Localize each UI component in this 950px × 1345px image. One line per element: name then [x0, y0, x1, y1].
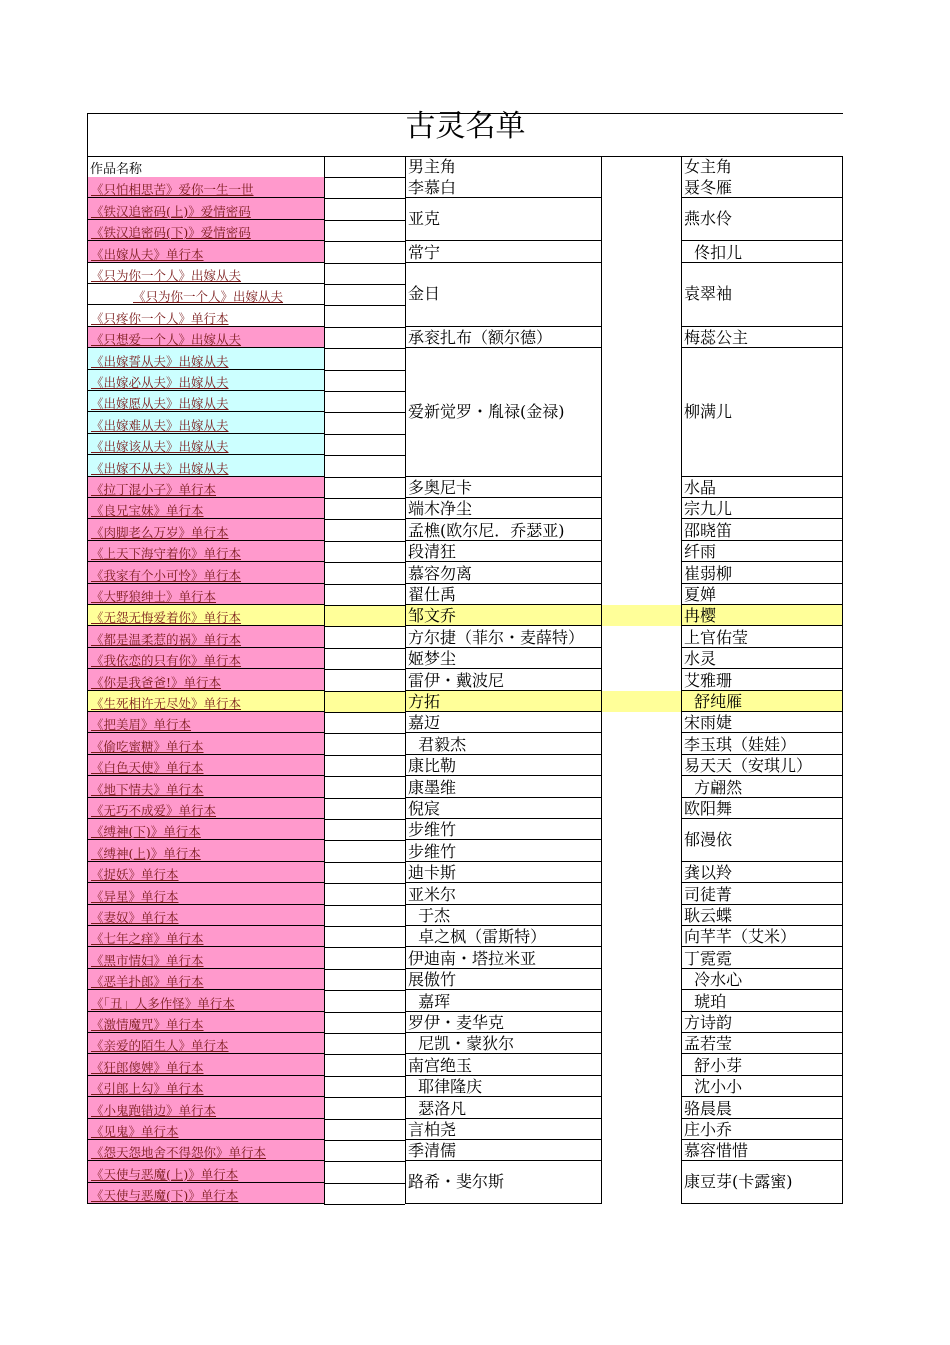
work-title: 《「丑」人多作怪》单行本 [91, 995, 235, 1011]
female-lead-name: 沈小小 [681, 1076, 843, 1097]
row-divider [324, 1076, 405, 1077]
male-lead-name: 罗伊・麦华克 [405, 1012, 601, 1033]
work-title: 《异星》单行本 [91, 888, 179, 904]
female-lead-name: 耿云蝶 [681, 905, 843, 926]
male-lead-name: 李慕白 [405, 177, 601, 198]
work-title-cell [87, 669, 324, 690]
male-lead-name: 段清狂 [405, 541, 601, 562]
row-divider [324, 669, 405, 670]
row-divider [324, 1161, 405, 1162]
row-divider [324, 220, 405, 221]
work-title-cell [87, 263, 324, 284]
work-title: 《只为你一个人》出嫁从夫 [133, 289, 284, 305]
work-title-cell [87, 498, 324, 519]
row-divider [324, 477, 405, 478]
row-divider [324, 1119, 405, 1120]
work-title: 《上天下海守着你》单行本 [91, 546, 242, 562]
male-lead-name: 尼凯・蒙狄尔 [405, 1033, 601, 1054]
work-title-cell [87, 1140, 324, 1161]
female-lead-name: 易天天（安琪儿） [681, 755, 843, 776]
column-divider [405, 156, 406, 1204]
work-title: 《只怕相思苦》爱你一生一世 [91, 182, 254, 198]
row-divider [324, 926, 405, 927]
female-lead-name: 袁翠袖 [681, 263, 843, 327]
work-title: 《拉丁混小子》单行本 [91, 481, 217, 497]
male-lead-name: 方尔捷（菲尔・麦薛特） [405, 626, 601, 647]
female-lead-name: 佟扣儿 [681, 241, 843, 262]
male-lead-name: 步维竹 [405, 819, 601, 840]
female-lead-name: 冷水心 [681, 969, 843, 990]
male-lead-name: 雷伊・戴波尼 [405, 669, 601, 690]
header-female-lead: 女主角 [684, 157, 733, 176]
male-lead-name: 爱新觉罗・胤禄(金禄) [405, 348, 601, 476]
work-title: 《铁汉追密码(上)》爱情密码 [91, 203, 251, 219]
work-title: 《良兄宝妹》单行本 [91, 503, 204, 519]
male-lead-name: 金日 [405, 263, 601, 327]
work-title: 《黑市情妇》单行本 [91, 952, 204, 968]
work-title: 《见鬼》单行本 [91, 1123, 179, 1139]
work-title-cell [87, 819, 324, 840]
work-title: 《天使与恶魔(下)》单行本 [91, 1188, 239, 1204]
work-title-cell [87, 969, 324, 990]
male-lead-name: 卓之枫（雷斯特） [405, 926, 601, 947]
row-divider [324, 776, 405, 777]
work-title: 《我依恋的只有你》单行本 [91, 653, 242, 669]
row-divider [324, 755, 405, 756]
female-lead-name: 孟若莹 [681, 1033, 843, 1054]
work-title-cell [87, 241, 324, 262]
row-divider [324, 1012, 405, 1013]
row-divider [324, 434, 405, 435]
female-lead-name: 水晶 [681, 477, 843, 498]
row-divider [324, 541, 405, 542]
highlight-fill [324, 691, 405, 712]
column-divider [681, 156, 682, 1204]
highlight-fill [601, 691, 681, 712]
female-lead-name: 柳满儿 [681, 348, 843, 476]
male-lead-name: 南宫绝玉 [405, 1054, 601, 1075]
male-lead-name: 季清儒 [405, 1140, 601, 1161]
work-title-cell [87, 883, 324, 904]
female-lead-name: 梅蕊公主 [681, 327, 843, 348]
female-lead-name: 郁漫依 [681, 819, 843, 862]
work-title-cell [87, 1054, 324, 1075]
male-lead-name: 方拓 [405, 691, 601, 712]
row-divider [324, 562, 405, 563]
row-divider [324, 648, 405, 649]
female-lead-name: 宗九儿 [681, 498, 843, 519]
row-divider [324, 905, 405, 906]
work-title-cell [87, 412, 324, 433]
female-lead-name: 琥珀 [681, 990, 843, 1011]
work-title-cell [87, 177, 324, 198]
header-male-lead: 男主角 [408, 157, 457, 176]
female-lead-name: 聂冬雁 [681, 177, 843, 198]
male-lead-name: 迪卡斯 [405, 862, 601, 883]
female-lead-name: 上官佑莹 [681, 626, 843, 647]
work-title-cell [87, 434, 324, 455]
male-lead-name: 端木净尘 [405, 498, 601, 519]
female-lead-name: 康豆芽(卡露蜜) [681, 1161, 843, 1204]
column-divider [842, 156, 843, 1204]
work-title: 《只想爱一个人》出嫁从夫 [91, 332, 242, 348]
female-lead-name: 水灵 [681, 648, 843, 669]
work-title-cell [87, 305, 324, 326]
work-title: 《只为你一个人》出嫁从夫 [91, 267, 242, 283]
work-title: 《偷吃蜜糖》单行本 [91, 738, 204, 754]
row-divider [324, 733, 405, 734]
female-lead-name: 纤雨 [681, 541, 843, 562]
row-divider [324, 584, 405, 585]
work-title: 《恶羊扑郎》单行本 [91, 974, 204, 990]
work-title: 《出嫁誓从夫》出嫁从夫 [91, 353, 229, 369]
work-title-cell [87, 1161, 324, 1182]
female-lead-name: 冉樱 [681, 605, 843, 626]
row-divider [324, 305, 405, 306]
sheet-title: 古灵名单 [87, 113, 843, 156]
male-lead-name: 嘉迈 [405, 712, 601, 733]
work-title-cell [87, 691, 324, 712]
work-title: 《白色天使》单行本 [91, 760, 204, 776]
work-title-cell [87, 648, 324, 669]
row-divider [324, 391, 405, 392]
column-divider [324, 156, 325, 1204]
work-title-cell [87, 798, 324, 819]
row-divider [324, 1140, 405, 1141]
female-lead-name: 方翩然 [681, 776, 843, 797]
work-title-cell [87, 541, 324, 562]
work-title-cell [87, 626, 324, 647]
work-title-cell [87, 605, 324, 626]
work-title-cell [87, 370, 324, 391]
female-lead-name: 欧阳舞 [681, 798, 843, 819]
male-lead-name: 承衮扎布（额尔德） [405, 327, 601, 348]
work-title: 《缚神(上)》单行本 [91, 845, 201, 861]
work-title: 《天使与恶魔(上)》单行本 [91, 1166, 239, 1182]
work-title: 《妻奴》单行本 [91, 909, 179, 925]
row-divider [324, 947, 405, 948]
male-lead-name: 亚克 [405, 198, 601, 241]
male-lead-name: 瑟洛凡 [405, 1097, 601, 1118]
work-title: 《出嫁从夫》单行本 [91, 246, 204, 262]
male-lead-name: 路希・斐尔斯 [405, 1161, 601, 1204]
row-divider [324, 990, 405, 991]
work-title-cell [87, 1033, 324, 1054]
highlight-fill [601, 605, 681, 626]
male-lead-name: 姬梦尘 [405, 648, 601, 669]
female-lead-name: 燕水伶 [681, 198, 843, 241]
female-lead-name: 方诗韵 [681, 1012, 843, 1033]
row-divider [324, 1033, 405, 1034]
male-lead-name: 步维竹 [405, 840, 601, 861]
row-divider [324, 798, 405, 799]
work-title-cell [87, 733, 324, 754]
male-lead-name: 邹文乔 [405, 605, 601, 626]
row-divider [324, 348, 405, 349]
row-divider [324, 241, 405, 242]
row-divider [324, 862, 405, 863]
male-lead-name: 亚米尔 [405, 883, 601, 904]
header-work-name: 作品名称 [90, 162, 143, 177]
work-title-cell [87, 905, 324, 926]
male-lead-name: 于杰 [405, 905, 601, 926]
work-title-cell [87, 519, 324, 540]
male-lead-name: 孟樵(欧尔尼．乔瑟亚) [405, 519, 601, 540]
work-title-cell [87, 562, 324, 583]
row-divider [324, 712, 405, 713]
work-title: 《无巧不成爱》单行本 [91, 802, 217, 818]
work-title-cell [87, 477, 324, 498]
female-lead-name: 向芊芊（艾米） [681, 926, 843, 947]
work-title: 《引郎上勾》单行本 [91, 1081, 204, 1097]
female-lead-name: 李玉琪（娃娃） [681, 733, 843, 754]
male-lead-name: 康比勒 [405, 755, 601, 776]
work-title: 《亲爱的陌生人》单行本 [91, 1038, 229, 1054]
work-title: 《出嫁该从夫》出嫁从夫 [91, 439, 229, 455]
female-lead-name: 崔弱柳 [681, 562, 843, 583]
female-lead-name: 宋雨婕 [681, 712, 843, 733]
row-divider [324, 605, 405, 606]
work-title-cell [87, 348, 324, 369]
row-divider [324, 198, 405, 199]
work-title-cell [87, 926, 324, 947]
work-title: 《小鬼跑错边》单行本 [91, 1102, 217, 1118]
row-divider [324, 284, 405, 285]
work-title: 《七年之痒》单行本 [91, 931, 204, 947]
row-divider [324, 626, 405, 627]
work-title-cell [87, 327, 324, 348]
female-lead-name: 舒纯雁 [681, 691, 843, 712]
female-lead-name: 舒小芽 [681, 1054, 843, 1075]
work-title-cell [87, 776, 324, 797]
row-divider [324, 840, 405, 841]
work-title-cell [87, 220, 324, 241]
work-title-cell [87, 455, 324, 476]
work-title-cell [87, 284, 324, 305]
row-divider [324, 969, 405, 970]
row-divider [324, 412, 405, 413]
work-title: 《缚神(下)》单行本 [91, 824, 201, 840]
work-title: 《无怨无悔爱着你》单行本 [91, 610, 242, 626]
work-title-cell [87, 1183, 324, 1204]
row-divider [324, 519, 405, 520]
work-title: 《你是我爸爸!》单行本 [91, 674, 222, 690]
female-lead-name: 邵晓笛 [681, 519, 843, 540]
row-divider [324, 1097, 405, 1098]
male-lead-name: 言柏尧 [405, 1119, 601, 1140]
work-title-cell [87, 755, 324, 776]
female-lead-name: 艾雅珊 [681, 669, 843, 690]
work-title: 《出嫁愿从夫》出嫁从夫 [91, 396, 229, 412]
male-lead-name: 常宁 [405, 241, 601, 262]
work-title-cell [87, 1012, 324, 1033]
row-divider [324, 263, 405, 264]
male-lead-name: 慕容勿离 [405, 562, 601, 583]
row-divider [324, 1054, 405, 1055]
row-divider [324, 327, 405, 328]
female-lead-name: 龚以羚 [681, 862, 843, 883]
work-title-cell [87, 1119, 324, 1140]
work-title-cell [87, 1097, 324, 1118]
female-lead-name: 慕容惜惜 [681, 1140, 843, 1161]
work-title-cell [87, 712, 324, 733]
work-title: 《只疼你一个人》单行本 [91, 310, 229, 326]
work-title: 《肉脚老么万岁》单行本 [91, 524, 229, 540]
work-title: 《激情魔咒》单行本 [91, 1016, 204, 1032]
male-lead-name: 嘉珲 [405, 990, 601, 1011]
row-divider [324, 1183, 405, 1184]
row-divider [324, 1204, 405, 1205]
work-title: 《狂郎傻婢》单行本 [91, 1059, 204, 1075]
work-title: 《把美眉》单行本 [91, 717, 192, 733]
work-title: 《生死相许无尽处》单行本 [91, 695, 242, 711]
work-title: 《出嫁必从夫》出嫁从夫 [91, 374, 229, 390]
column-divider [87, 156, 88, 1204]
work-title-cell [87, 391, 324, 412]
work-title: 《出嫁不从夫》出嫁从夫 [91, 460, 229, 476]
male-lead-name: 多奥尼卡 [405, 477, 601, 498]
work-title: 《地下情夫》单行本 [91, 781, 204, 797]
work-title: 《我家有个小可怜》单行本 [91, 567, 242, 583]
work-title: 《捉妖》单行本 [91, 867, 179, 883]
row-divider [324, 177, 405, 178]
work-title-cell [87, 198, 324, 219]
highlight-fill [324, 605, 405, 626]
male-lead-name: 君毅杰 [405, 733, 601, 754]
male-lead-name: 倪宸 [405, 798, 601, 819]
male-lead-name: 展傲竹 [405, 969, 601, 990]
column-divider [601, 156, 602, 1204]
row-divider [324, 498, 405, 499]
female-lead-name: 司徒菁 [681, 883, 843, 904]
header-top-border [87, 156, 843, 157]
work-title: 《都是温柔惹的祸》单行本 [91, 631, 242, 647]
work-title-cell [87, 1076, 324, 1097]
row-divider [324, 883, 405, 884]
male-lead-name: 伊迪南・塔拉米亚 [405, 947, 601, 968]
row-divider [324, 370, 405, 371]
row-divider [324, 691, 405, 692]
female-lead-name: 庄小乔 [681, 1119, 843, 1140]
work-title: 《铁汉追密码(下)》爱情密码 [91, 225, 251, 241]
female-lead-name: 夏婵 [681, 584, 843, 605]
work-title: 《怨天怨地舍不得怨你》单行本 [91, 1145, 267, 1161]
work-title: 《大野狼绅士》单行本 [91, 588, 217, 604]
row-divider [324, 819, 405, 820]
work-title-cell [87, 947, 324, 968]
row-divider [324, 455, 405, 456]
female-lead-name: 丁霓霓 [681, 947, 843, 968]
work-title-cell [87, 862, 324, 883]
male-lead-name: 耶律隆庆 [405, 1076, 601, 1097]
male-lead-name: 康墨维 [405, 776, 601, 797]
work-title-cell [87, 990, 324, 1011]
female-lead-name: 骆晨晨 [681, 1097, 843, 1118]
male-lead-name: 翟仕禹 [405, 584, 601, 605]
work-title-cell [87, 584, 324, 605]
work-title-cell [87, 840, 324, 861]
work-title: 《出嫁难从夫》出嫁从夫 [91, 417, 229, 433]
